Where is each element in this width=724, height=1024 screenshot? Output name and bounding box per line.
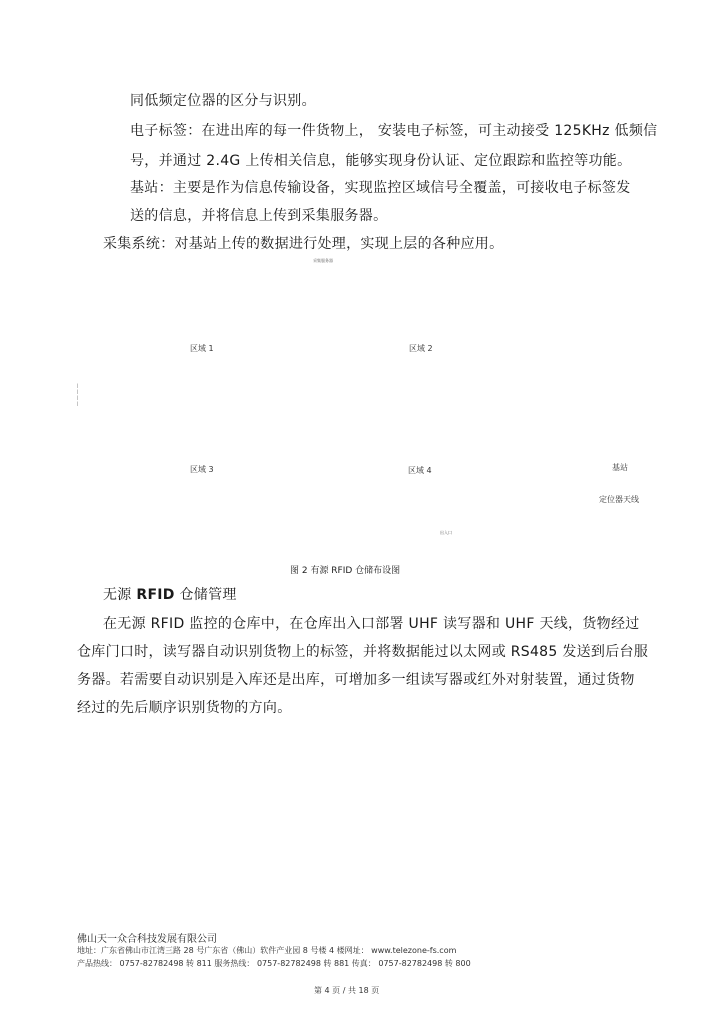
figure-zone-3-label: 区域 3	[190, 465, 214, 474]
section-heading-rfid: RFID	[136, 587, 175, 603]
intro-line-1: 同低频定位器的区分与识别。	[130, 93, 316, 109]
section-heading	[103, 584, 237, 604]
figure-entrance-label: 出入口	[440, 530, 452, 535]
figure-zone-4-label: 区域 4	[408, 466, 432, 475]
section-heading-prefix: 无源	[103, 587, 137, 603]
intro-line-5: 送的信息，并将信息上传到采集服务器。	[130, 208, 388, 224]
figure-zone-1-label: 区域 1	[190, 344, 214, 353]
figure-side-marks: | | | |	[77, 383, 79, 406]
figure-locator-antenna-label: 定位器天线	[599, 495, 639, 504]
figure-base-station-label: 基站	[612, 463, 628, 472]
section-paragraph-line-2: 仓库门口时，读写器自动识别货物上的标签，并将数据能过以太网或 RS485 发送到后台服	[77, 644, 649, 660]
footer-contacts: 产品热线： 0757-82782498 转 811 服务热线： 0757-82782498 转 881 传真： 0757-82782498 转 800	[77, 959, 471, 968]
figure-server-label: 采集服务器	[313, 258, 333, 263]
figure-caption: 图 2 有源 RFID 仓储布设图	[290, 566, 401, 576]
intro-line-2: 电子标签：在进出库的每一件货物上， 安装电子标签，可主动接受 125KHz 低频信	[130, 123, 658, 139]
page-number: 第 4 页 / 共 18 页	[314, 986, 380, 995]
footer-company-name: 佛山天一众合科技发展有限公司	[77, 934, 217, 945]
figure-zone-2-label: 区域 2	[409, 344, 433, 353]
footer-address: 地址：广东省佛山市江湾三路 28 号广东省（佛山）软件产业园 8 号楼 4 楼网址： www.telezone-fs.com	[77, 946, 457, 955]
section-paragraph-line-1: 在无源 RFID 监控的仓库中，在仓库出入口部署 UHF 读写器和 UHF 天线，货物经过	[103, 616, 640, 632]
intro-line-4: 基站：主要是作为信息传输设备，实现监控区域信号全覆盖，可接收电子标签发	[130, 180, 631, 196]
intro-line-6: 采集系统：对基站上传的数据进行处理，实现上层的各种应用。	[103, 236, 504, 252]
section-paragraph-line-4: 经过的先后顺序识别货物的方向。	[77, 700, 292, 716]
intro-line-3: 号，并通过 2.4G 上传相关信息，能够实现身份认证、定位跟踪和监控等功能。	[130, 153, 632, 169]
section-paragraph-line-3: 务器。若需要自动识别是入库还是出库，可增加多一组读写器或红外对射装置，通过货物	[77, 672, 635, 688]
section-heading-suffix: 仓储管理	[174, 587, 237, 603]
